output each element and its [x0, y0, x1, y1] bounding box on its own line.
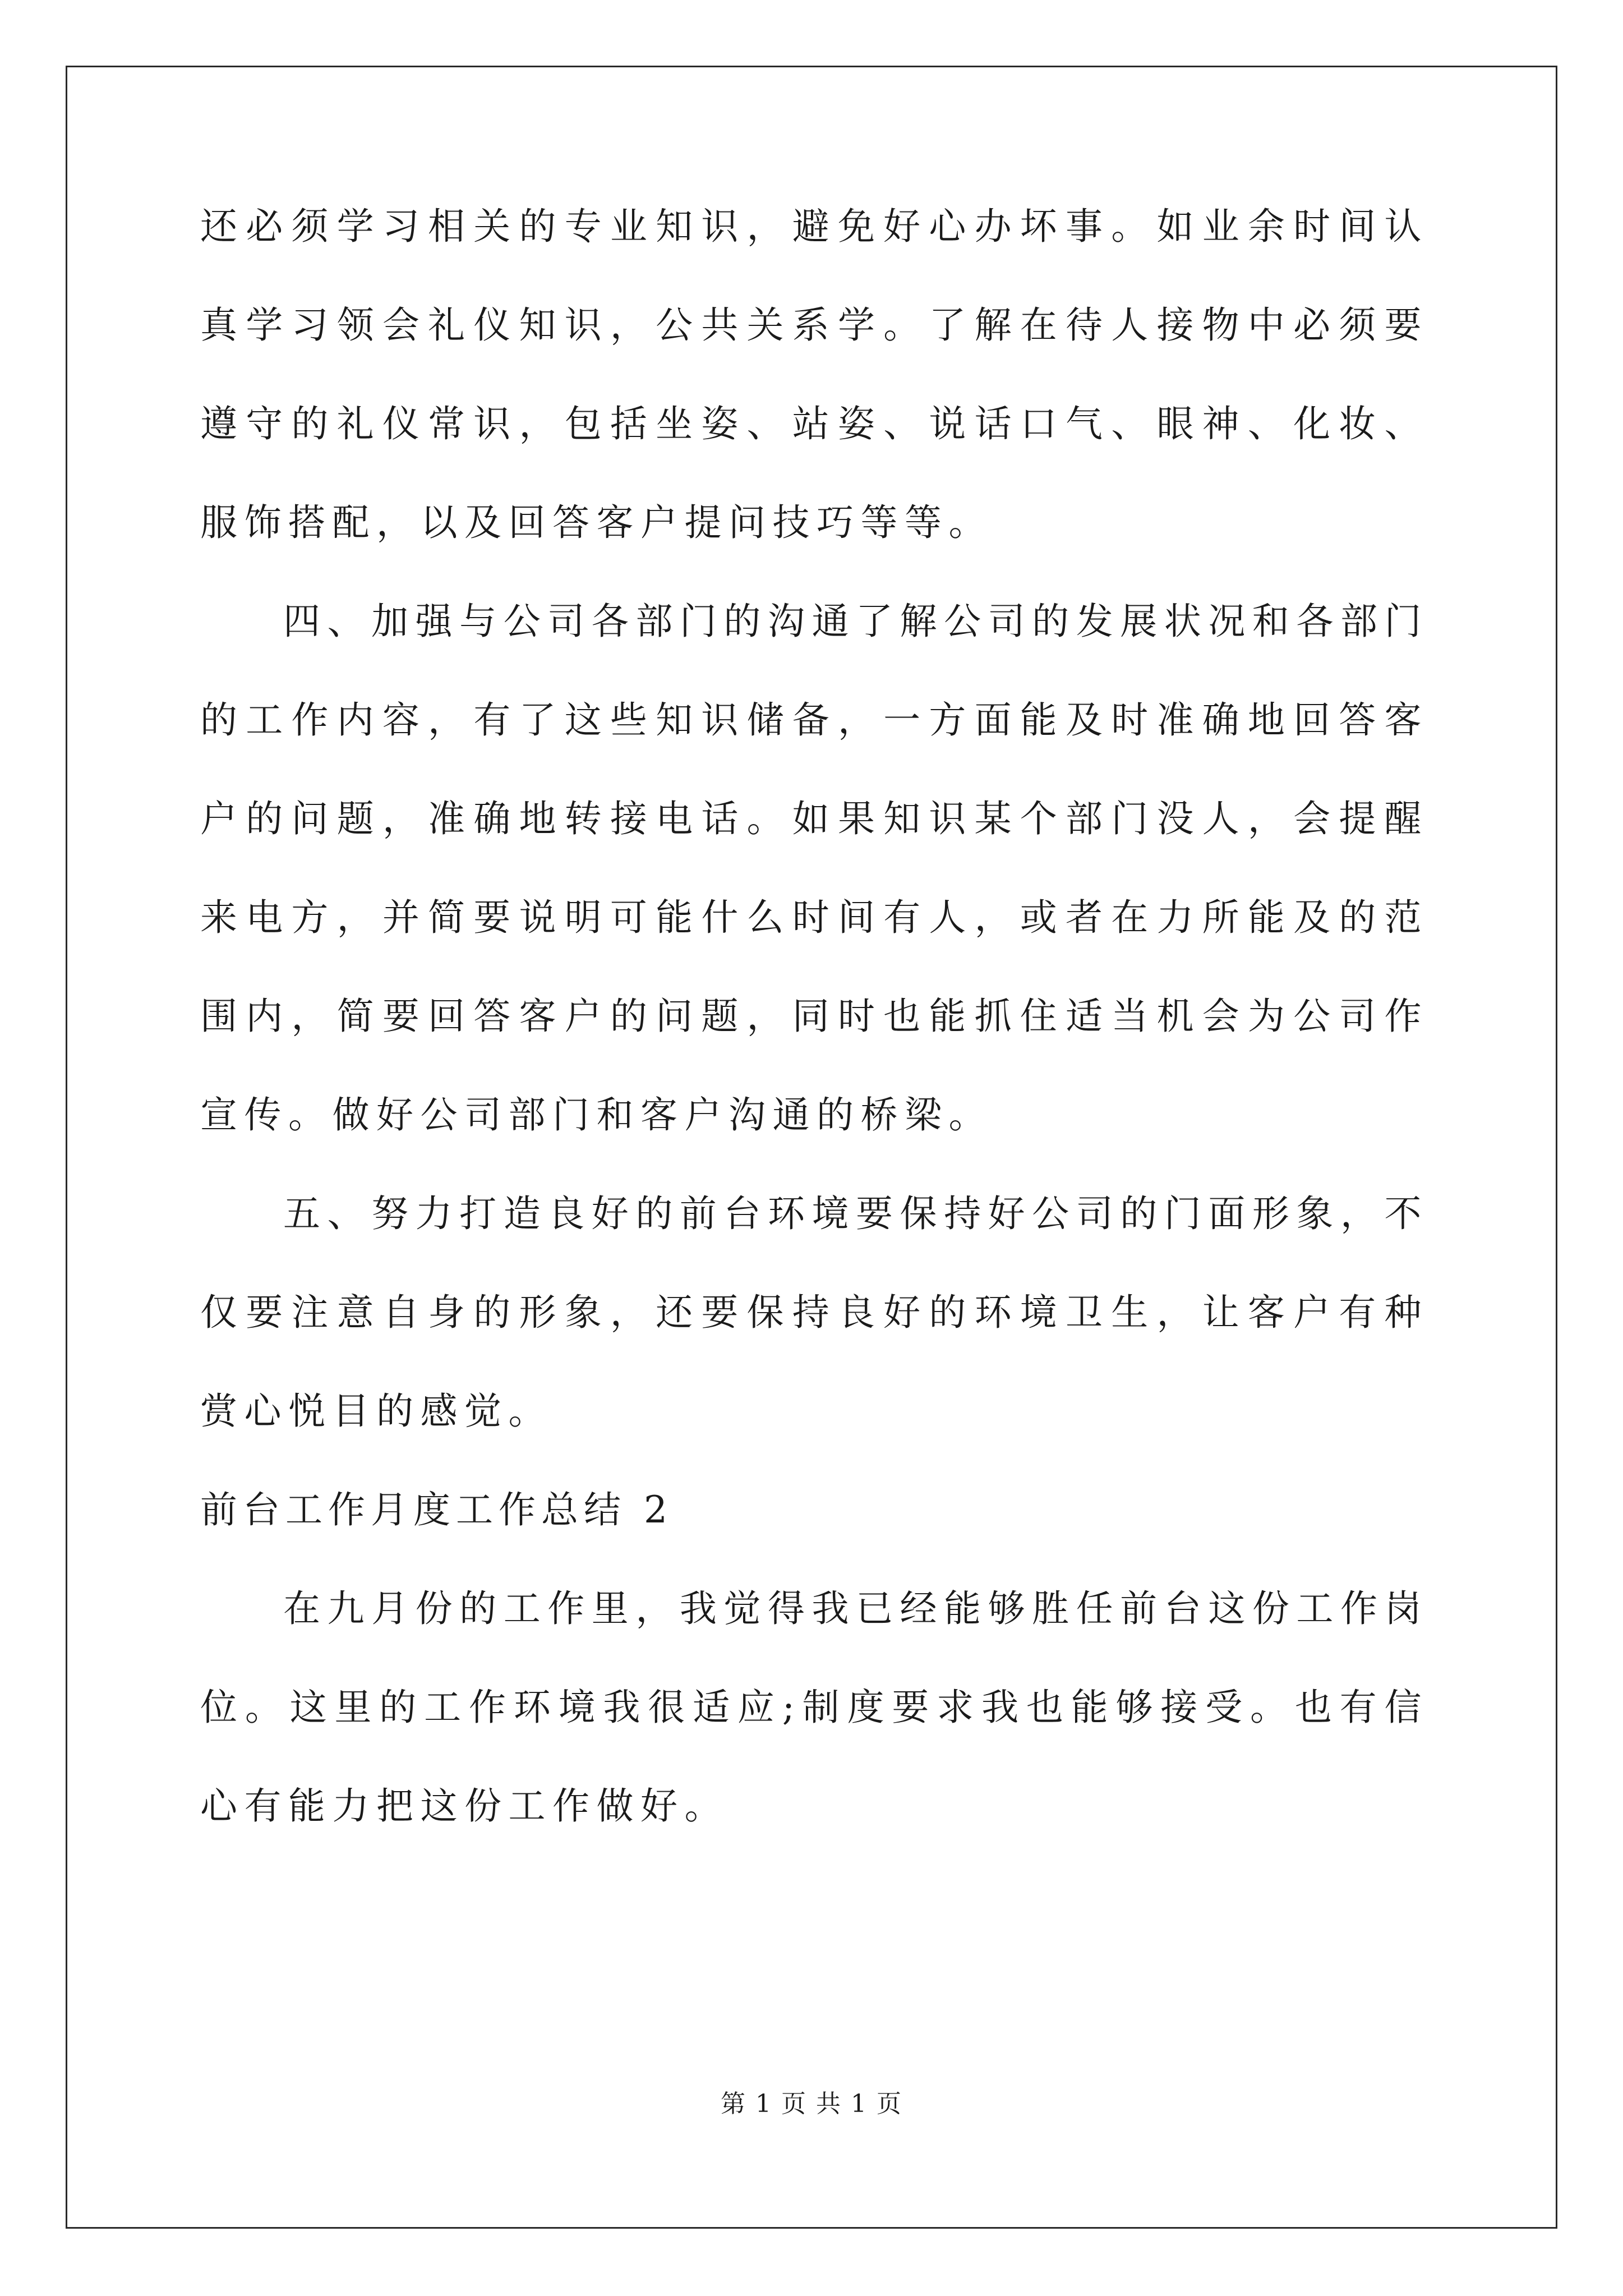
paragraph-department-communication: 四、加强与公司各部门的沟通了解公司的发展状况和各部门的工作内容，有了这些知识储备，一方面能及时准确地回答客户的问题，准确地转接电话。如果知识某个部门没人，会提醒来电方，并简要说明可能什么时间有人，或者在力所能及的范围内，简要回答客户的问题，同时也能抓住适当机会为公司作宣传。做好公司部门和客户沟通的桥梁。	[200, 600, 1428, 1137]
paragraph-september-work: 在九月份的工作里，我觉得我已经能够胜任前台这份工作岗位。这里的工作环境我很适应;制度要求我也能够接受。也有信心有能力把这份工作做好。	[200, 1587, 1428, 1828]
paragraph-etiquette-knowledge: 还必须学习相关的专业知识，避免好心办坏事。如业余时间认真学习领会礼仪知识，公共关系学。了解在待人接物中必须要遵守的礼仪常识，包括坐姿、站姿、说话口气、眼神、化妆、服饰搭配，以及回答客户提问技巧等等。	[200, 205, 1428, 544]
page-number-footer: 第 1 页 共 1 页	[721, 2090, 902, 2118]
section-heading: 前台工作月度工作总结 2	[200, 1488, 673, 1531]
paragraph-front-desk-environment: 五、努力打造良好的前台环境要保持好公司的门面形象，不仅要注意自身的形象，还要保持良好的环境卫生，让客户有种赏心悦目的感觉。	[200, 1192, 1428, 1433]
document-body	[200, 202, 1428, 1856]
